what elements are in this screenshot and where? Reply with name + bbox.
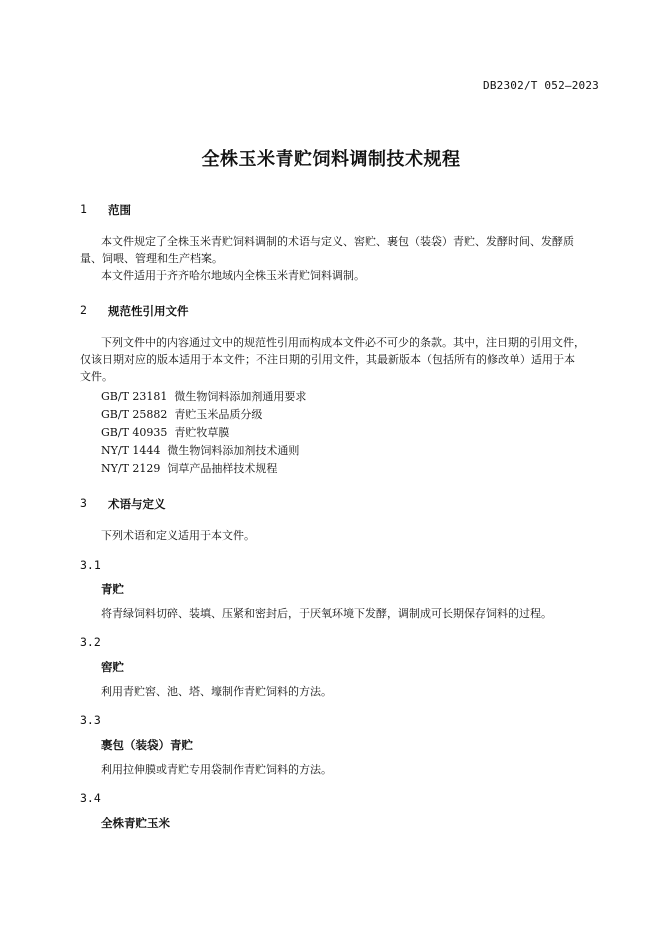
term-number: 3.4 bbox=[80, 791, 101, 805]
document-title: 全株玉米青贮饲料调制技术规程 bbox=[201, 149, 461, 170]
reference-code: NY/T 1444 bbox=[101, 444, 161, 457]
reference-item bbox=[101, 388, 306, 404]
reference-item bbox=[101, 424, 229, 440]
term-title: 全株青贮玉米 bbox=[101, 816, 170, 830]
reference-name: 饲草产品抽样技术规程 bbox=[167, 462, 278, 475]
section-2-paragraph-line-2: 仅该日期对应的版本适用于本文件；不注日期的引用文件，其最新版本（包括所有的修改单）适用于本 bbox=[80, 353, 575, 366]
section-3-number: 3 bbox=[80, 496, 87, 510]
term-definition: 利用拉伸膜或青贮专用袋制作青贮饲料的方法。 bbox=[101, 763, 332, 776]
term-definition: 将青绿饲料切碎、装填、压紧和密封后，于厌氧环境下发酵，调制成可长期保存饲料的过程。 bbox=[101, 607, 552, 620]
reference-name: 微生物饲料添加剂通用要求 bbox=[174, 390, 307, 403]
reference-name: 青贮玉米品质分级 bbox=[174, 408, 263, 421]
reference-name: 微生物饲料添加剂技术通则 bbox=[167, 444, 300, 457]
reference-code: GB/T 23181 bbox=[101, 390, 168, 403]
section-3-title: 术语与定义 bbox=[108, 497, 166, 511]
reference-item bbox=[101, 406, 262, 422]
section-2-number: 2 bbox=[80, 303, 87, 317]
section-1-title: 范围 bbox=[108, 203, 131, 217]
term-number: 3.2 bbox=[80, 635, 101, 649]
reference-code: GB/T 25882 bbox=[101, 408, 168, 421]
section-2-title: 规范性引用文件 bbox=[108, 304, 189, 318]
reference-code: NY/T 2129 bbox=[101, 462, 161, 475]
section-3-intro: 下列术语和定义适用于本文件。 bbox=[101, 529, 255, 542]
reference-item bbox=[101, 460, 277, 476]
reference-item bbox=[101, 442, 299, 458]
term-definition: 利用青贮窖、池、塔、壕制作青贮饲料的方法。 bbox=[101, 685, 332, 698]
section-1-number: 1 bbox=[80, 202, 87, 216]
term-number: 3.3 bbox=[80, 713, 101, 727]
reference-code: GB/T 40935 bbox=[101, 426, 168, 439]
document-id: DB2302/T 052—2023 bbox=[483, 79, 599, 92]
section-1-paragraph-1-line-2: 量、饲喂、管理和生产档案。 bbox=[80, 252, 223, 265]
reference-name: 青贮牧草膜 bbox=[174, 426, 230, 439]
term-number: 3.1 bbox=[80, 558, 101, 572]
section-2-paragraph-line-3: 文件。 bbox=[80, 370, 113, 383]
section-2-paragraph-line-1: 下列文件中的内容通过文中的规范性引用而构成本文件必不可少的条款。其中，注日期的引用文件， bbox=[101, 336, 585, 349]
section-1-paragraph-1-line-1: 本文件规定了全株玉米青贮饲料调制的术语与定义、窖贮、裹包（装袋）青贮、发酵时间、发酵质 bbox=[101, 235, 574, 248]
section-1-paragraph-2: 本文件适用于齐齐哈尔地域内全株玉米青贮饲料调制。 bbox=[101, 269, 365, 282]
term-title: 窖贮 bbox=[101, 660, 124, 674]
term-title: 青贮 bbox=[101, 582, 124, 596]
term-title: 裹包（装袋）青贮 bbox=[101, 738, 193, 752]
